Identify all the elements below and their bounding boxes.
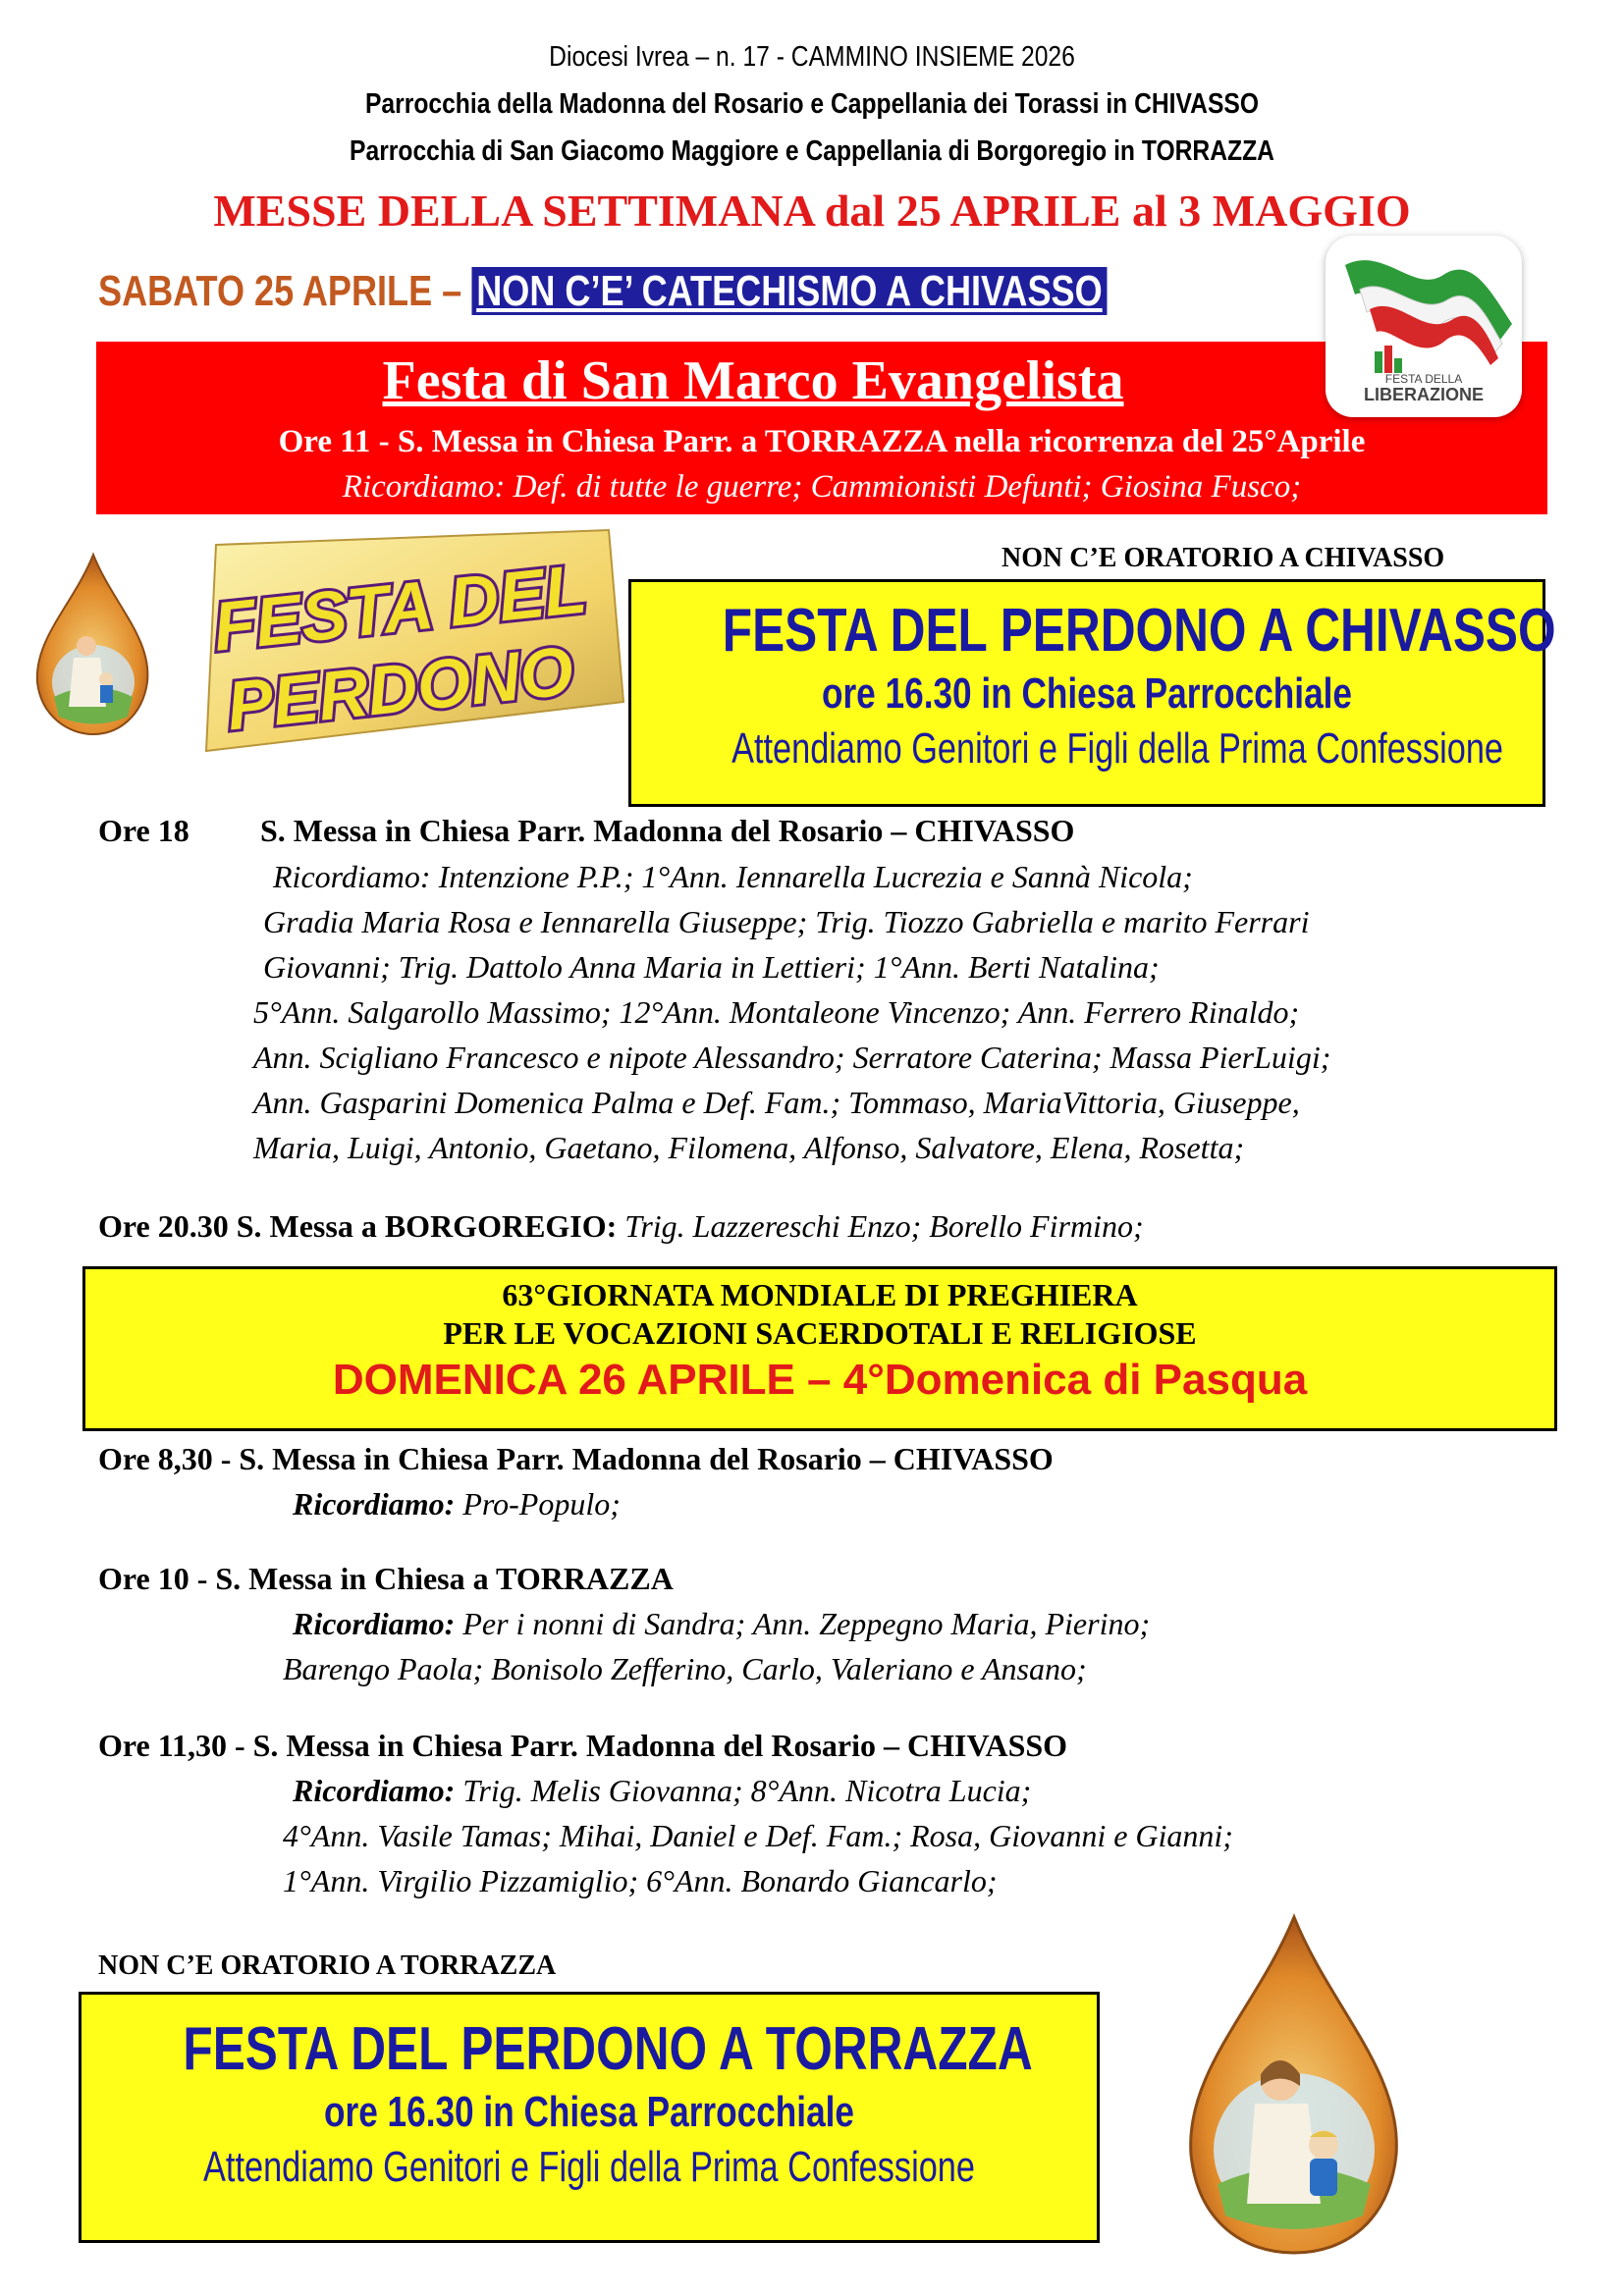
mass-11-torrazza: Ore 11 - S. Messa in Chiesa Parr. a TORRAZZA nella ricorrenza del 25°Aprile <box>96 420 1547 463</box>
perdono-chivasso-time: ore 16.30 in Chiesa Parrocchiale <box>821 669 1353 718</box>
mass-830-place: Ore 8,30 - S. Messa in Chiesa Parr. Madonna del Rosario – CHIVASSO <box>98 1441 1054 1476</box>
festa-del-perdono-banner <box>177 525 628 756</box>
liberation-day-logo <box>1326 236 1522 417</box>
perdono-torrazza-sub: Attendiamo Genitori e Figli della Prima Confessione <box>203 2143 975 2191</box>
page-title: MESSE DELLA SETTIMANA dal 25 APRILE al 3 MAGGIO <box>213 186 1411 236</box>
feast-title: Festa di San Marco Evangelista <box>382 350 1124 411</box>
mass-1130-remember <box>293 1773 1031 1809</box>
mass-18-line: Ann. Scigliano Francesco e nipote Alessandro; Serratore Caterina; Massa PierLuigi; <box>253 1040 1331 1075</box>
perdono-chivasso-box <box>628 579 1556 807</box>
header-diocese: Diocesi Ivrea – n. 17 - CAMMINO INSIEME 2026 <box>549 41 1075 73</box>
mass-10-remember <box>293 1606 1150 1642</box>
no-oratorio-chivasso: NON C’E ORATORIO A CHIVASSO <box>1001 543 1445 573</box>
header-parish-torrazza: Parrocchia di San Giacomo Maggiore e Cappellania di Borgoregio in TORRAZZA <box>350 135 1274 167</box>
drop-image-jesus-child <box>29 550 157 736</box>
mass-10-place: Ore 10 - S. Messa in Chiesa a TORRAZZA <box>98 1561 674 1596</box>
mass-18-time: Ore 18 <box>98 813 189 848</box>
world-prayer-day-box <box>82 1266 1557 1431</box>
no-oratorio-torrazza: NON C’E ORATORIO A TORRAZZA <box>98 1950 557 1981</box>
remember-text: Per i nonni di Sandra; Ann. Zeppegno Maria, Pierino; <box>455 1606 1151 1641</box>
mass-18-line: 5°Ann. Salgarollo Massimo; 12°Ann. Montaleone Vincenzo; Ann. Ferrero Rinaldo; <box>253 994 1300 1030</box>
perdono-torrazza-time: ore 16.30 in Chiesa Parrocchiale <box>323 2088 855 2136</box>
flag-ribbon-icon <box>1326 236 1522 417</box>
mass-18-line: Maria, Luigi, Antonio, Gaetano, Filomena, Alfonso, Salvatore, Elena, Rosetta; <box>253 1130 1245 1165</box>
mass-830-remember <box>293 1486 621 1522</box>
mass-11-remember: Ricordiamo: Def. di tutte le guerre; Cammionisti Defunti; Giosina Fusco; <box>96 463 1547 514</box>
saturday-heading <box>98 267 1108 316</box>
mass-18-line: Gradia Maria Rosa e Iennarella Giuseppe; Trig. Tiozzo Gabriella e marito Ferrari <box>263 904 1310 939</box>
world-prayer-day-line1: 63°GIORNATA MONDIALE DI PREGHIERA <box>502 1277 1138 1312</box>
mass-18-line: Ricordiamo: Intenzione P.P.; 1°Ann. Iennarella Lucrezia e Sannà Nicola; <box>273 859 1193 894</box>
banner-text: FESTA DEL <box>209 550 590 666</box>
mass-18-line: Giovanni; Trig. Dattolo Anna Maria in Lettieri; 1°Ann. Berti Natalina; <box>263 949 1160 985</box>
mass-18-line: Ann. Gasparini Domenica Palma e Def. Fam.; Tommaso, MariaVittoria, Giuseppe, <box>253 1085 1300 1120</box>
banner-text-2: PERDONO <box>223 631 577 745</box>
mass-10-remember-line2: Barengo Paola; Bonisolo Zefferino, Carlo, Valeriano e Ansano; <box>283 1651 1087 1686</box>
remember-label: Ricordiamo: <box>293 1606 456 1641</box>
catechism-notice: NON C’E’ CATECHISMO A CHIVASSO <box>471 267 1107 315</box>
header-parish-chivasso: Parrocchia della Madonna del Rosario e Cappellania dei Torassi in CHIVASSO <box>364 88 1260 120</box>
mass-1130-remember-line3: 1°Ann. Virgilio Pizzamiglio; 6°Ann. Bonardo Giancarlo; <box>283 1863 998 1898</box>
logo-text-line1: FESTA DELLA <box>1384 372 1463 386</box>
remember-text: Pro-Populo; <box>455 1486 621 1522</box>
perdono-chivasso-title: FESTA DEL PERDONO A CHIVASSO <box>722 597 1556 665</box>
perdono-torrazza-box <box>79 1992 1100 2243</box>
mass-2030-remember: Trig. Lazzereschi Enzo; Borello Firmino; <box>617 1208 1144 1244</box>
mass-2030-place: Ore 20.30 S. Messa a BORGOREGIO: <box>98 1208 618 1244</box>
mass-1130-remember-line2: 4°Ann. Vasile Tamas; Mihai, Daniel e Def. Fam.; Rosa, Giovanni e Gianni; <box>283 1818 1233 1853</box>
logo-text-line2: LIBERAZIONE <box>1363 385 1485 404</box>
perdono-chivasso-sub: Attendiamo Genitori e Figli della Prima Confessione <box>731 724 1504 773</box>
remember-label: Ricordiamo: <box>293 1773 456 1808</box>
drop-image-jesus-child-2 <box>1178 1909 1409 2258</box>
saturday-day: SABATO 25 APRILE – <box>98 267 472 315</box>
sunday-heading: DOMENICA 26 APRILE – 4°Domenica di Pasqua <box>332 1356 1308 1404</box>
mass-1130-place: Ore 11,30 - S. Messa in Chiesa Parr. Madonna del Rosario – CHIVASSO <box>98 1728 1068 1763</box>
remember-text: Trig. Melis Giovanna; 8°Ann. Nicotra Lucia; <box>455 1773 1032 1808</box>
mass-2030 <box>98 1208 1144 1245</box>
world-prayer-day-line2: PER LE VOCAZIONI SACERDOTALI E RELIGIOSE <box>443 1315 1197 1351</box>
perdono-torrazza-title: FESTA DEL PERDONO A TORRAZZA <box>183 2015 1033 2083</box>
remember-label: Ricordiamo: <box>293 1486 456 1522</box>
mass-18-place: S. Messa in Chiesa Parr. Madonna del Rosario – CHIVASSO <box>260 813 1075 848</box>
